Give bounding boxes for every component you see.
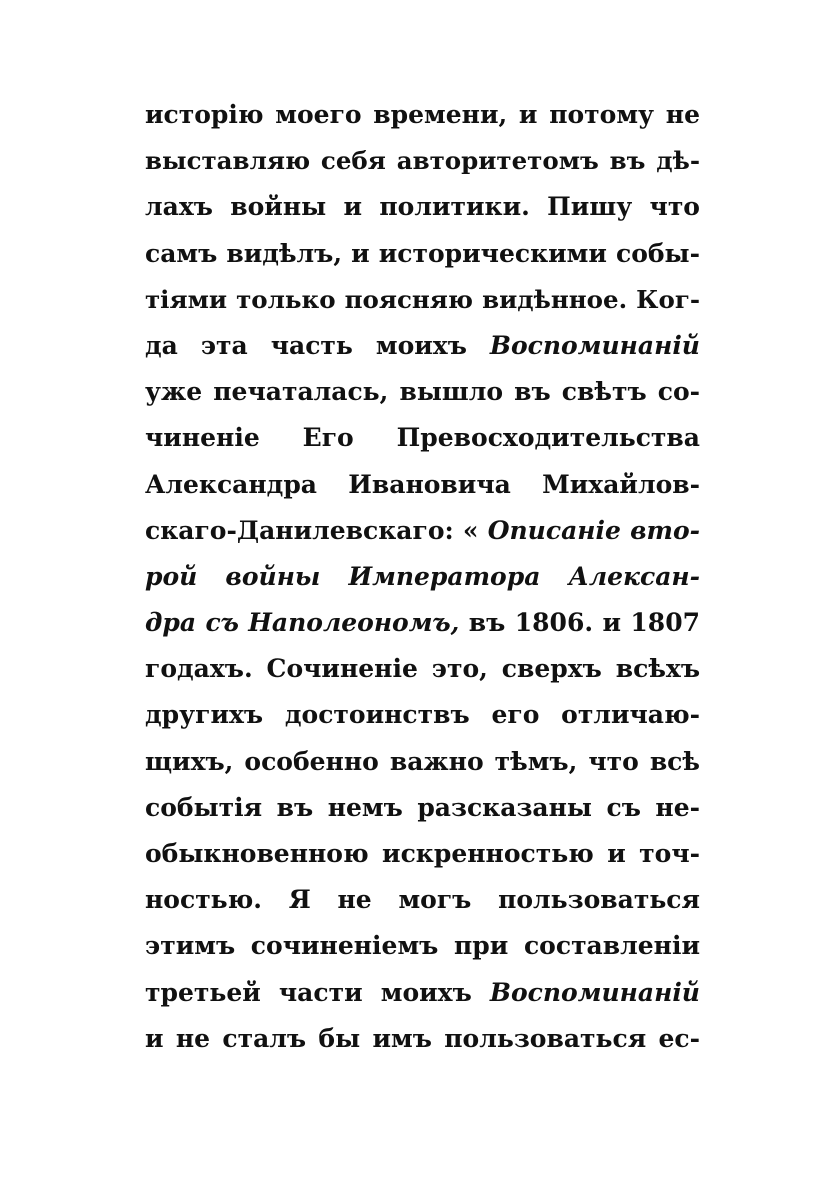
text-segment: скаго-Данилевскаго: « xyxy=(145,515,488,545)
text-segment: другихъ достоинствъ его отличаю- xyxy=(145,700,700,730)
text-line xyxy=(145,138,700,184)
text-line xyxy=(145,1016,700,1062)
italic-text: Воспоминаній xyxy=(489,977,700,1007)
text-line xyxy=(145,323,700,369)
text-line xyxy=(145,369,700,415)
text-segment: щихъ, особенно важно тѣмъ, что всѣ xyxy=(145,746,700,776)
text-segment: событія въ немъ разсказаны съ не- xyxy=(145,792,700,822)
text-segment: самъ видѣлъ, и историческими собы- xyxy=(145,238,700,268)
italic-text: Воспоминаній xyxy=(489,330,700,360)
text-line xyxy=(145,785,700,831)
text-segment: ностью. Я не могъ пользоваться xyxy=(145,885,700,915)
text-segment: Александра Ивановича Михайлов- xyxy=(145,469,700,499)
text-line xyxy=(145,277,700,323)
italic-text: Описаніе вто- xyxy=(487,515,700,545)
text-segment: годахъ. Сочиненіе это, сверхъ всѣхъ xyxy=(145,654,700,684)
text-line xyxy=(145,92,700,138)
page-text xyxy=(145,92,700,1062)
text-segment: третьей части моихъ xyxy=(145,977,490,1007)
italic-text: рой войны Императора Алексан- xyxy=(145,561,700,591)
text-segment: и не сталъ бы имъ пользоваться ес- xyxy=(145,1023,700,1053)
text-segment: исторію моего времени, и потому не xyxy=(145,100,700,129)
text-line xyxy=(145,692,700,738)
text-segment: уже печаталась, вышло въ свѣтъ со- xyxy=(145,377,700,407)
text-line xyxy=(145,970,700,1016)
text-line xyxy=(145,877,700,923)
text-segment: этимъ сочиненіемъ при составленіи xyxy=(145,931,700,961)
text-line xyxy=(145,231,700,277)
text-line xyxy=(145,646,700,692)
text-line xyxy=(145,923,700,969)
text-line xyxy=(145,831,700,877)
text-line xyxy=(145,184,700,230)
italic-text: дра съ Наполеономъ, xyxy=(145,608,460,638)
text-line xyxy=(145,554,700,600)
text-segment: тіями только поясняю видѣнное. Ког- xyxy=(145,284,700,314)
text-line xyxy=(145,415,700,461)
text-segment: да эта часть моихъ xyxy=(145,330,490,360)
text-line xyxy=(145,462,700,508)
text-segment: обыкновенною искренностью и точ- xyxy=(145,839,700,868)
text-line xyxy=(145,508,700,554)
text-segment: чиненіе Его Превосходительства xyxy=(145,423,700,453)
text-segment: лахъ войны и политики. Пишу что xyxy=(145,192,700,222)
text-line xyxy=(145,739,700,785)
text-line xyxy=(145,600,700,646)
text-segment: выставляю себя авторитетомъ въ дѣ- xyxy=(145,146,700,176)
text-segment: въ 1806. и 1807 xyxy=(459,608,700,638)
